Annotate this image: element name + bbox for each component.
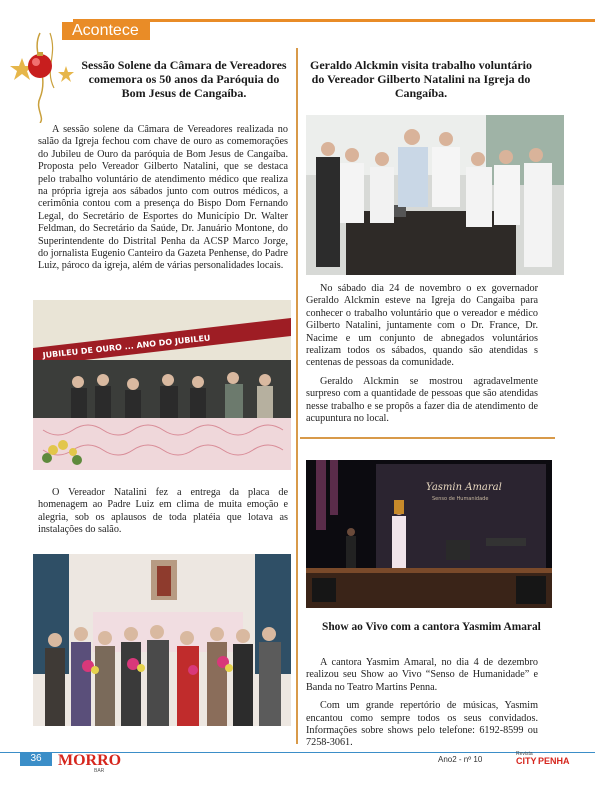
mag-penha-label: PENHA: [538, 756, 570, 766]
morro-sub: BAR: [94, 768, 105, 774]
article2-body: No sábado dia 24 de novembro o ex governador Geraldo Alckmin esteve na Igreja do Cangaiba para conhecer o trabalho voluntário que o vereador e médico Gilberto Natalini, juntamente com o Dr. France, Dr. Nacime e um conjunto de abnegados voluntários realizam todos os sábados, quando são atendidas s centenas de pessoas da comunidade. Geraldo Alckmin se mostrou agradavelmente surpreso com a quantidade de pessoas que são atendidas nesse trabalho e se propôs a fazer dia de atendimento de acupuntura no local.: [306, 283, 538, 425]
section-divider: [300, 437, 555, 439]
article1-title: Sessão Solene da Câmara de Vereadores comemora os 50 anos da Paróquia do Bom Jesus de Cangaíba.: [81, 58, 287, 100]
group-photo: [33, 554, 291, 726]
city-penha-logo: [516, 751, 576, 771]
morro-bar-ad: [58, 752, 122, 776]
article2-title: Geraldo Alckmin visita trabalho voluntário do Vereador Gilberto Natalini na Igreja do Cangaíba.: [309, 58, 532, 100]
article3-title: Show ao Vivo com a cantora Yasmim Amaral: [322, 621, 541, 633]
article3-body: A cantora Yasmim Amaral, no dia 4 de dezembro realizou seu Show ao Vivo “Senso de Humanidade” e Banda no Teatro Martins Penna. Com um grande repertório de músicas, Yasmim encantou como sempre todos os seus convidados. Informações sobre shows pelo telefone: 6192-8599 ou 7258-3061.: [306, 657, 538, 749]
issue-label: Ano2 - nº 10: [438, 755, 483, 764]
stage-sign-title: Yasmin Amaral: [426, 482, 502, 493]
stage-sign-subtitle: Senso de Humanidade: [432, 496, 489, 502]
ceremony-photo: [33, 300, 291, 470]
section-header-bar: [73, 19, 595, 22]
ornament-decoration: [10, 28, 80, 123]
mag-small-label: Revista: [516, 751, 533, 757]
morro-logo: MORRO: [58, 752, 122, 769]
alckmin-photo: [306, 115, 564, 275]
page-number: 36: [20, 752, 52, 766]
article1-body: A sessão solene da Câmara de Vereadores realizada no salão da Igreja fechou com chave de ouro as comemorações do Jubileu de Ouro da paróquia de Bom Jesus de Cangaíba. Proposta pelo Vereador Gilberto Natalini, que se destaca pelo trabalho voluntário de atendimento médico que realiza na própria igreja aos sábados junto com outros médicos, a cerimônia contou com a presença do Bispo Dom Fernando Legal, do Secretário de Esportes do Município Dr. Walter Feldman, do Secretário da Saúde, Dr. Januário Montone, do Superintendente do Distrital Penha da ACSP Marco Jorge, do jornalista Eugenio Canteiro da Gazeta Penhense, do Padre Luiz, pároco da igreja, além de várias personalidades locais.: [38, 124, 288, 272]
mag-city-label: CITY: [516, 756, 537, 766]
section-label: Acontece: [62, 22, 150, 40]
column-divider: [296, 48, 298, 744]
ceremony-caption: O Vereador Natalini fez a entrega da placa de homenagem ao Padre Luiz em clima de muita emoção e alegria, sob os aplausos de toda platéia que lotava as instalações do salão.: [38, 487, 288, 536]
banner-text: JUBILEU DE OURO ... ANO DO JUBILEU: [42, 333, 211, 360]
show-photo: [306, 460, 552, 608]
